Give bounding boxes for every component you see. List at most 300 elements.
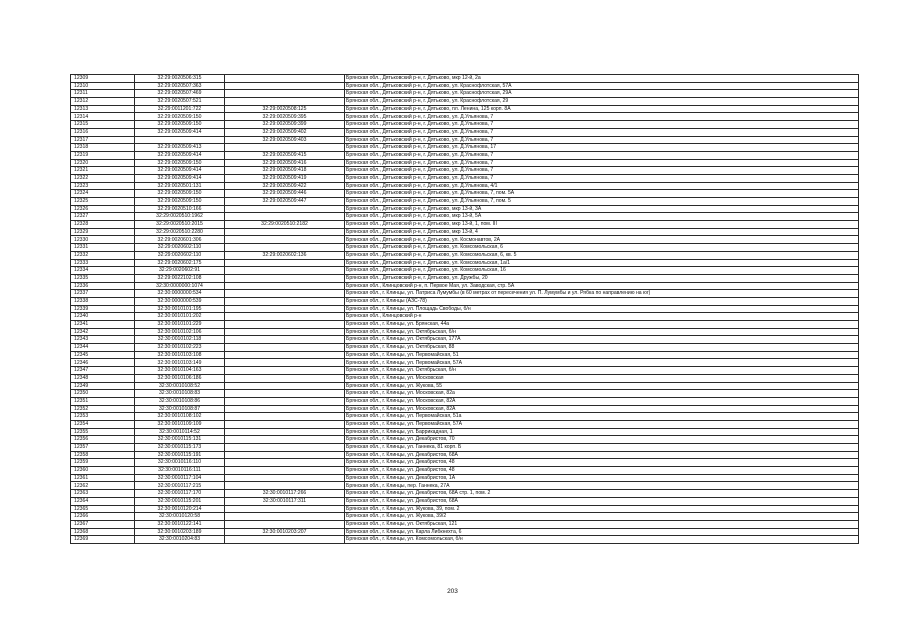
- address-cell: Брянская обл., Дятьковский р-н, г. Дятьково, ул. Комсомольская, 6, кв. 5: [345, 251, 859, 259]
- row-number-cell: 12322: [71, 174, 135, 182]
- cadastral-number-cell: 32:29:0011201:722: [135, 105, 225, 113]
- row-number-cell: 12343: [71, 336, 135, 344]
- table-row: [71, 328, 859, 336]
- related-cadastral-number-cell: [225, 336, 345, 344]
- related-cadastral-number-cell: [225, 98, 345, 106]
- cadastral-number-cell: 32:29:0020509:413: [135, 144, 225, 152]
- address-cell: Брянская обл., г. Клинцы, ул. Московская, 82а: [345, 390, 859, 398]
- address-cell: Брянская обл., г. Клинцы, ул. Октябрьская, 121: [345, 520, 859, 528]
- row-number-cell: 12336: [71, 282, 135, 290]
- related-cadastral-number-cell: [225, 382, 345, 390]
- cadastral-number-cell: 32:30:0010120:214: [135, 505, 225, 513]
- address-cell: Брянская обл., г. Клинцы, ул. Патриса Лумумбы (в 60 метрах от пересечения ул. П. Лумумбы и ул. Рябка по направлению на юг): [345, 290, 859, 298]
- table-row: [71, 297, 859, 305]
- table-row: [71, 267, 859, 275]
- related-cadastral-number-cell: [225, 228, 345, 236]
- row-number-cell: 12341: [71, 321, 135, 329]
- related-cadastral-number-cell: [225, 367, 345, 375]
- table-row: [71, 336, 859, 344]
- related-cadastral-number-cell: [225, 313, 345, 321]
- cadastral-number-cell: 32:29:0020509:414: [135, 128, 225, 136]
- cadastral-number-cell: 32:30:0000000:534: [135, 290, 225, 298]
- cadastral-number-cell: 32:29:0020510:1962: [135, 213, 225, 221]
- row-number-cell: 12360: [71, 467, 135, 475]
- related-cadastral-number-cell: 32:29:0020509:403: [225, 136, 345, 144]
- table-row: [71, 474, 859, 482]
- table-row: [71, 390, 859, 398]
- related-cadastral-number-cell: 32:29:0020509:418: [225, 167, 345, 175]
- related-cadastral-number-cell: 32:30:0010117:311: [225, 497, 345, 505]
- table-row: [71, 75, 859, 83]
- cadastral-number-cell: 32:30:0010115:131: [135, 436, 225, 444]
- row-number-cell: 12312: [71, 98, 135, 106]
- cadastral-number-cell: 32:30:0010120:58: [135, 513, 225, 521]
- cadastral-number-cell: 32:29:0020602:110: [135, 251, 225, 259]
- table-row: [71, 144, 859, 152]
- cadastral-number-cell: 32:30:0010114:52: [135, 428, 225, 436]
- table-row: [71, 536, 859, 544]
- row-number-cell: 12350: [71, 390, 135, 398]
- table-row: [71, 121, 859, 129]
- row-number-cell: 12327: [71, 213, 135, 221]
- related-cadastral-number-cell: [225, 205, 345, 213]
- related-cadastral-number-cell: [225, 351, 345, 359]
- address-cell: Брянская обл., г. Клинцы, ул. Первомайская, 57А: [345, 420, 859, 428]
- cadastral-number-cell: 32:29:0020509:150: [135, 121, 225, 129]
- cadastral-number-cell: 32:30:0010116:111: [135, 467, 225, 475]
- address-cell: Брянская обл., Дятьковский р-н, г. Дятьково, ул. Дружбы, 20: [345, 274, 859, 282]
- address-cell: Брянская обл., г. Клинцы, ул. Первомайская, 51а: [345, 413, 859, 421]
- row-number-cell: 12366: [71, 513, 135, 521]
- address-cell: Брянская обл., Дятьковский р-н, г. Дятьково, ул. Д.Ульянова, 7: [345, 128, 859, 136]
- page-number: 203: [447, 588, 458, 595]
- cadastral-number-cell: 32:30:0010101:229: [135, 321, 225, 329]
- row-number-cell: 12358: [71, 451, 135, 459]
- related-cadastral-number-cell: 32:29:0020508:125: [225, 105, 345, 113]
- address-cell: Брянская обл., Дятьковский р-н, г. Дятьково, мкр 13-й, 5А: [345, 213, 859, 221]
- related-cadastral-number-cell: [225, 444, 345, 452]
- table-row: [71, 459, 859, 467]
- address-cell: Брянская обл., г. Клинцы, ул. Декабристов, 48: [345, 459, 859, 467]
- table-row: [71, 98, 859, 106]
- row-number-cell: 12362: [71, 482, 135, 490]
- related-cadastral-number-cell: [225, 244, 345, 252]
- address-cell: Брянская обл., г. Клинцы, ул. Комсомольская, б/н: [345, 536, 859, 544]
- related-cadastral-number-cell: [225, 513, 345, 521]
- table-row: [71, 513, 859, 521]
- cadastral-number-cell: 32:29:0020507:469: [135, 90, 225, 98]
- address-cell: Брянская обл., г. Клинцы, ул. Декабристов, 70: [345, 436, 859, 444]
- address-cell: Брянская обл., Дятьковский р-н, г. Дятьково, ул. Д.Ульянова, 7: [345, 113, 859, 121]
- register-table-body: [71, 75, 859, 544]
- row-number-cell: 12344: [71, 344, 135, 352]
- row-number-cell: 12309: [71, 75, 135, 83]
- table-row: [71, 505, 859, 513]
- related-cadastral-number-cell: [225, 420, 345, 428]
- table-row: [71, 151, 859, 159]
- row-number-cell: 12368: [71, 528, 135, 536]
- related-cadastral-number-cell: [225, 82, 345, 90]
- row-number-cell: 12314: [71, 113, 135, 121]
- related-cadastral-number-cell: [225, 290, 345, 298]
- row-number-cell: 12329: [71, 228, 135, 236]
- table-row: [71, 344, 859, 352]
- related-cadastral-number-cell: 32:30:0010117:266: [225, 490, 345, 498]
- cadastral-number-cell: 32:29:0020509:414: [135, 151, 225, 159]
- table-row: [71, 467, 859, 475]
- cadastral-number-cell: 32:29:0020509:414: [135, 167, 225, 175]
- table-row: [71, 451, 859, 459]
- table-row: [71, 167, 859, 175]
- row-number-cell: 12335: [71, 274, 135, 282]
- related-cadastral-number-cell: [225, 459, 345, 467]
- address-cell: Брянская обл., Дятьковский р-н, г. Дятьково, мкр 13-й, 4: [345, 228, 859, 236]
- address-cell: Брянская обл., Дятьковский р-н, г. Дятьково, ул. Краснофлотская, 29: [345, 98, 859, 106]
- table-row: [71, 259, 859, 267]
- address-cell: Брянская обл., Дятьковский р-н, г. Дятьково, мкр 13-й, 1, пом. III: [345, 221, 859, 229]
- related-cadastral-number-cell: 32:29:0020602:136: [225, 251, 345, 259]
- table-row: [71, 244, 859, 252]
- row-number-cell: 12319: [71, 151, 135, 159]
- table-row: [71, 82, 859, 90]
- table-row: [71, 128, 859, 136]
- row-number-cell: 12354: [71, 420, 135, 428]
- address-cell: Брянская обл., г. Клинцы, пер. Ганнека, 27А: [345, 482, 859, 490]
- row-number-cell: 12324: [71, 190, 135, 198]
- row-number-cell: 12363: [71, 490, 135, 498]
- related-cadastral-number-cell: [225, 267, 345, 275]
- cadastral-number-cell: 32:30:0010116:110: [135, 459, 225, 467]
- row-number-cell: 12361: [71, 474, 135, 482]
- related-cadastral-number-cell: [225, 236, 345, 244]
- row-number-cell: 12321: [71, 167, 135, 175]
- table-row: [71, 251, 859, 259]
- table-row: [71, 351, 859, 359]
- table-row: [71, 198, 859, 206]
- related-cadastral-number-cell: [225, 305, 345, 313]
- related-cadastral-number-cell: [225, 405, 345, 413]
- row-number-cell: 12345: [71, 351, 135, 359]
- address-cell: Брянская обл., г. Клинцы, ул. Жукова, 39/2: [345, 513, 859, 521]
- table-row: [71, 105, 859, 113]
- table-row: [71, 159, 859, 167]
- row-number-cell: 12351: [71, 397, 135, 405]
- related-cadastral-number-cell: 32:29:0020509:399: [225, 121, 345, 129]
- related-cadastral-number-cell: [225, 75, 345, 83]
- related-cadastral-number-cell: [225, 321, 345, 329]
- row-number-cell: 12352: [71, 405, 135, 413]
- table-row: [71, 190, 859, 198]
- cadastral-number-cell: 32:29:0020510:166: [135, 205, 225, 213]
- related-cadastral-number-cell: 32:29:0020509:402: [225, 128, 345, 136]
- address-cell: Брянская обл., Дятьковский р-н, г. Дятьково, ул. Д.Ульянова, 7, пом. 5: [345, 198, 859, 206]
- row-number-cell: 12315: [71, 121, 135, 129]
- related-cadastral-number-cell: [225, 451, 345, 459]
- row-number-cell: 12337: [71, 290, 135, 298]
- related-cadastral-number-cell: 32:29:0020509:395: [225, 113, 345, 121]
- related-cadastral-number-cell: [225, 213, 345, 221]
- address-cell: Брянская обл., Дятьковский р-н, г. Дятьково, ул. Космонавтов, 2А: [345, 236, 859, 244]
- row-number-cell: 12349: [71, 382, 135, 390]
- cadastral-number-cell: 32:30:0010106:186: [135, 374, 225, 382]
- address-cell: Брянская обл., Дятьковский р-н, г. Дятьково, ул. Комсомольская, 1а/1: [345, 259, 859, 267]
- related-cadastral-number-cell: [225, 397, 345, 405]
- address-cell: Брянская обл., г. Клинцы, ул. Октябрьская, 88: [345, 344, 859, 352]
- address-cell: Брянская обл., г. Клинцы, ул. Декабристов, 1А: [345, 474, 859, 482]
- table-row: [71, 221, 859, 229]
- row-number-cell: 12328: [71, 221, 135, 229]
- cadastral-number-cell: 32:29:0020602:91: [135, 267, 225, 275]
- table-row: [71, 520, 859, 528]
- table-row: [71, 236, 859, 244]
- address-cell: Брянская обл., Дятьковский р-н, г. Дятьково, ул. Д.Ульянова, 7: [345, 167, 859, 175]
- address-cell: Брянская обл., Дятьковский р-н, г. Дятьково, ул. Д.Ульянова, 17: [345, 144, 859, 152]
- related-cadastral-number-cell: [225, 282, 345, 290]
- table-row: [71, 397, 859, 405]
- row-number-cell: 12365: [71, 505, 135, 513]
- address-cell: Брянская обл., Дятьковский р-н, г. Дятьково, ул. Д.Ульянова, 7: [345, 151, 859, 159]
- address-cell: Брянская обл., Клинцовский р-н, п. Первое Мая, ул. Заводская, стр. 5А: [345, 282, 859, 290]
- cadastral-number-cell: 32:29:0020602:175: [135, 259, 225, 267]
- table-row: [71, 428, 859, 436]
- row-number-cell: 12334: [71, 267, 135, 275]
- related-cadastral-number-cell: 32:30:0010203:207: [225, 528, 345, 536]
- address-cell: Брянская обл., г. Клинцы, ул. Октябрьская, б/н: [345, 367, 859, 375]
- row-number-cell: 12369: [71, 536, 135, 544]
- row-number-cell: 12326: [71, 205, 135, 213]
- table-row: [71, 174, 859, 182]
- row-number-cell: 12320: [71, 159, 135, 167]
- row-number-cell: 12318: [71, 144, 135, 152]
- cadastral-number-cell: [135, 136, 225, 144]
- cadastral-number-cell: 32:30:0010117:215: [135, 482, 225, 490]
- cadastral-number-cell: 32:29:0020510:2015: [135, 221, 225, 229]
- address-cell: Брянская обл., г. Клинцы, ул. Баррикадная, 1: [345, 428, 859, 436]
- table-row: [71, 321, 859, 329]
- address-cell: Брянская обл., Дятьковский р-н, г. Дятьково, пл. Ленина, 125 корп. 8А: [345, 105, 859, 113]
- cadastral-number-cell: 32:30:0000000:539: [135, 297, 225, 305]
- cadastral-number-cell: 32:30:0010117:170: [135, 490, 225, 498]
- table-row: [71, 182, 859, 190]
- address-cell: Брянская обл., Дятьковский р-н, г. Дятьково, мкр 13-й, 3А: [345, 205, 859, 213]
- table-row: [71, 313, 859, 321]
- cadastral-number-cell: 32:30:0010103:108: [135, 351, 225, 359]
- related-cadastral-number-cell: [225, 297, 345, 305]
- related-cadastral-number-cell: [225, 144, 345, 152]
- related-cadastral-number-cell: [225, 259, 345, 267]
- row-number-cell: 12330: [71, 236, 135, 244]
- table-row: [71, 374, 859, 382]
- cadastral-number-cell: 32:29:0020501:131: [135, 182, 225, 190]
- related-cadastral-number-cell: [225, 520, 345, 528]
- cadastral-number-cell: 32:30:0010108:86: [135, 397, 225, 405]
- row-number-cell: 12333: [71, 259, 135, 267]
- row-number-cell: 12367: [71, 520, 135, 528]
- related-cadastral-number-cell: [225, 359, 345, 367]
- address-cell: Брянская обл., Дятьковский р-н, г. Дятьково, ул. Краснофлотская, 29А: [345, 90, 859, 98]
- address-cell: Брянская обл., Дятьковский р-н, г. Дятьково, ул. Д.Ульянова, 7: [345, 159, 859, 167]
- cadastral-number-cell: 32:29:0020507:363: [135, 82, 225, 90]
- address-cell: Брянская обл., г. Клинцы, ул. Карла Либкнехта, 6: [345, 528, 859, 536]
- address-cell: Брянская обл., г. Клинцы, ул. Жукова, 55: [345, 382, 859, 390]
- cadastral-number-cell: 32:30:0010101:195: [135, 305, 225, 313]
- cadastral-number-cell: 32:30:0010204:83: [135, 536, 225, 544]
- table-row: [71, 420, 859, 428]
- related-cadastral-number-cell: [225, 505, 345, 513]
- address-cell: Брянская обл., Дятьковский р-н, г. Дятьково, ул. Комсомольская, 6: [345, 244, 859, 252]
- row-number-cell: 12364: [71, 497, 135, 505]
- row-number-cell: 12317: [71, 136, 135, 144]
- row-number-cell: 12311: [71, 90, 135, 98]
- cadastral-number-cell: 32:30:0010104:163: [135, 367, 225, 375]
- related-cadastral-number-cell: [225, 428, 345, 436]
- address-cell: Брянская обл., г. Клинцы (АЗС-78): [345, 297, 859, 305]
- cadastral-number-cell: 32:30:0010108:102: [135, 413, 225, 421]
- related-cadastral-number-cell: [225, 274, 345, 282]
- address-cell: Брянская обл., г. Клинцы, ул. Московская: [345, 374, 859, 382]
- row-number-cell: 12313: [71, 105, 135, 113]
- table-row: [71, 113, 859, 121]
- row-number-cell: 12310: [71, 82, 135, 90]
- cadastral-number-cell: 32:30:0010115:201: [135, 497, 225, 505]
- table-row: [71, 444, 859, 452]
- address-cell: Брянская обл., Дятьковский р-н, г. Дятьково, ул. Д.Ульянова, 7: [345, 121, 859, 129]
- table-row: [71, 528, 859, 536]
- table-row: [71, 497, 859, 505]
- address-cell: Брянская обл., Дятьковский р-н, г. Дятьково, ул. Д.Ульянова, 7, пом. 5А: [345, 190, 859, 198]
- table-row: [71, 490, 859, 498]
- related-cadastral-number-cell: [225, 374, 345, 382]
- row-number-cell: 12342: [71, 328, 135, 336]
- related-cadastral-number-cell: 32:29:0020509:415: [225, 151, 345, 159]
- cadastral-number-cell: 32:30:0010103:149: [135, 359, 225, 367]
- row-number-cell: 12357: [71, 444, 135, 452]
- table-row: [71, 282, 859, 290]
- cadastral-number-cell: 32:30:0010108:52: [135, 382, 225, 390]
- related-cadastral-number-cell: 32:29:0020509:419: [225, 174, 345, 182]
- cadastral-number-cell: 32:30:0000000:1074: [135, 282, 225, 290]
- row-number-cell: 12340: [71, 313, 135, 321]
- address-cell: Брянская обл., г. Клинцы, ул. Площадь Свободы, б/н: [345, 305, 859, 313]
- row-number-cell: 12353: [71, 413, 135, 421]
- row-number-cell: 12316: [71, 128, 135, 136]
- address-cell: Брянская обл., г. Клинцы, ул. Октябрьская, б/н: [345, 328, 859, 336]
- cadastral-number-cell: 32:30:0010115:191: [135, 451, 225, 459]
- address-cell: Брянская обл., Дятьковский р-н, г. Дятьково, ул. Комсомольская, 16: [345, 267, 859, 275]
- row-number-cell: 12325: [71, 198, 135, 206]
- address-cell: Брянская обл., г. Клинцы, ул. Первомайская, 57А: [345, 359, 859, 367]
- cadastral-number-cell: 32:29:0020601:306: [135, 236, 225, 244]
- register-table: [70, 74, 859, 544]
- cadastral-number-cell: 32:30:0010102:106: [135, 328, 225, 336]
- cadastral-number-cell: 32:29:0020509:150: [135, 159, 225, 167]
- table-row: [71, 136, 859, 144]
- table-row: [71, 274, 859, 282]
- address-cell: Брянская обл., Дятьковский р-н, г. Дятьково, ул. Д.Ульянова, 7: [345, 174, 859, 182]
- row-number-cell: 12346: [71, 359, 135, 367]
- cadastral-number-cell: 32:29:0020509:150: [135, 198, 225, 206]
- cadastral-number-cell: 32:30:0010101:202: [135, 313, 225, 321]
- related-cadastral-number-cell: [225, 90, 345, 98]
- cadastral-number-cell: 32:30:0010108:87: [135, 405, 225, 413]
- row-number-cell: 12331: [71, 244, 135, 252]
- related-cadastral-number-cell: [225, 436, 345, 444]
- table-row: [71, 413, 859, 421]
- related-cadastral-number-cell: [225, 482, 345, 490]
- address-cell: Брянская обл., г. Клинцы, ул. Ганнека, 81 корп. Б: [345, 444, 859, 452]
- related-cadastral-number-cell: 32:29:0020509:416: [225, 159, 345, 167]
- table-row: [71, 405, 859, 413]
- table-row: [71, 205, 859, 213]
- cadastral-number-cell: 32:30:0010203:189: [135, 528, 225, 536]
- table-row: [71, 90, 859, 98]
- cadastral-number-cell: 32:30:0010122:141: [135, 520, 225, 528]
- related-cadastral-number-cell: [225, 328, 345, 336]
- cadastral-number-cell: 32:29:0020506:315: [135, 75, 225, 83]
- address-cell: Брянская обл., г. Клинцы, ул. Московская, 82А: [345, 397, 859, 405]
- cadastral-number-cell: 32:29:0020602:110: [135, 244, 225, 252]
- cadastral-number-cell: 32:29:0020509:150: [135, 113, 225, 121]
- cadastral-number-cell: 32:29:0022102:108: [135, 274, 225, 282]
- cadastral-number-cell: 32:29:0020509:414: [135, 174, 225, 182]
- address-cell: Брянская обл., г. Клинцы, ул. Декабристов, 68А: [345, 497, 859, 505]
- related-cadastral-number-cell: [225, 344, 345, 352]
- row-number-cell: 12359: [71, 459, 135, 467]
- cadastral-number-cell: 32:29:0020510:2280: [135, 228, 225, 236]
- cadastral-number-cell: 32:30:0010109:109: [135, 420, 225, 428]
- related-cadastral-number-cell: [225, 390, 345, 398]
- row-number-cell: 12355: [71, 428, 135, 436]
- related-cadastral-number-cell: 32:29:0020509:447: [225, 198, 345, 206]
- address-cell: Брянская обл., Дятьковский р-н, г. Дятьково, ул. Д.Ульянова, 4/1: [345, 182, 859, 190]
- address-cell: Брянская обл., г. Клинцы, ул. Жукова, 39, пом. 2: [345, 505, 859, 513]
- row-number-cell: 12323: [71, 182, 135, 190]
- related-cadastral-number-cell: [225, 474, 345, 482]
- address-cell: Брянская обл., г. Клинцы, ул. Брянская, 44а: [345, 321, 859, 329]
- row-number-cell: 12339: [71, 305, 135, 313]
- cadastral-number-cell: 32:30:0010117:104: [135, 474, 225, 482]
- table-row: [71, 436, 859, 444]
- address-cell: Брянская обл., г. Клинцы, ул. Декабристов, 48: [345, 467, 859, 475]
- related-cadastral-number-cell: [225, 413, 345, 421]
- cadastral-number-cell: 32:29:0020507:521: [135, 98, 225, 106]
- address-cell: Брянская обл., г. Клинцы, ул. Первомайская, 51: [345, 351, 859, 359]
- cadastral-number-cell: 32:30:0010115:173: [135, 444, 225, 452]
- table-row: [71, 213, 859, 221]
- cadastral-number-cell: 32:30:0010102:223: [135, 344, 225, 352]
- table-row: [71, 305, 859, 313]
- address-cell: Брянская обл., г. Клинцы, ул. Октябрьская, 177А: [345, 336, 859, 344]
- table-row: [71, 359, 859, 367]
- related-cadastral-number-cell: [225, 536, 345, 544]
- address-cell: Брянская обл., Дятьковский р-н, г. Дятьково, мкр 12-й, 2а: [345, 75, 859, 83]
- table-row: [71, 228, 859, 236]
- address-cell: Брянская обл., Клинцовский р-н: [345, 313, 859, 321]
- related-cadastral-number-cell: [225, 467, 345, 475]
- cadastral-number-cell: 32:30:0010108:83: [135, 390, 225, 398]
- row-number-cell: 12338: [71, 297, 135, 305]
- related-cadastral-number-cell: 32:29:0020510:2182: [225, 221, 345, 229]
- row-number-cell: 12356: [71, 436, 135, 444]
- table-row: [71, 382, 859, 390]
- table-row: [71, 367, 859, 375]
- table-row: [71, 290, 859, 298]
- address-cell: Брянская обл., г. Клинцы, ул. Декабристов, 68А: [345, 451, 859, 459]
- cadastral-number-cell: 32:29:0020509:150: [135, 190, 225, 198]
- row-number-cell: 12347: [71, 367, 135, 375]
- address-cell: Брянская обл., г. Клинцы, ул. Декабристов, 68А стр. 1, пом. 2: [345, 490, 859, 498]
- related-cadastral-number-cell: 32:29:0020509:446: [225, 190, 345, 198]
